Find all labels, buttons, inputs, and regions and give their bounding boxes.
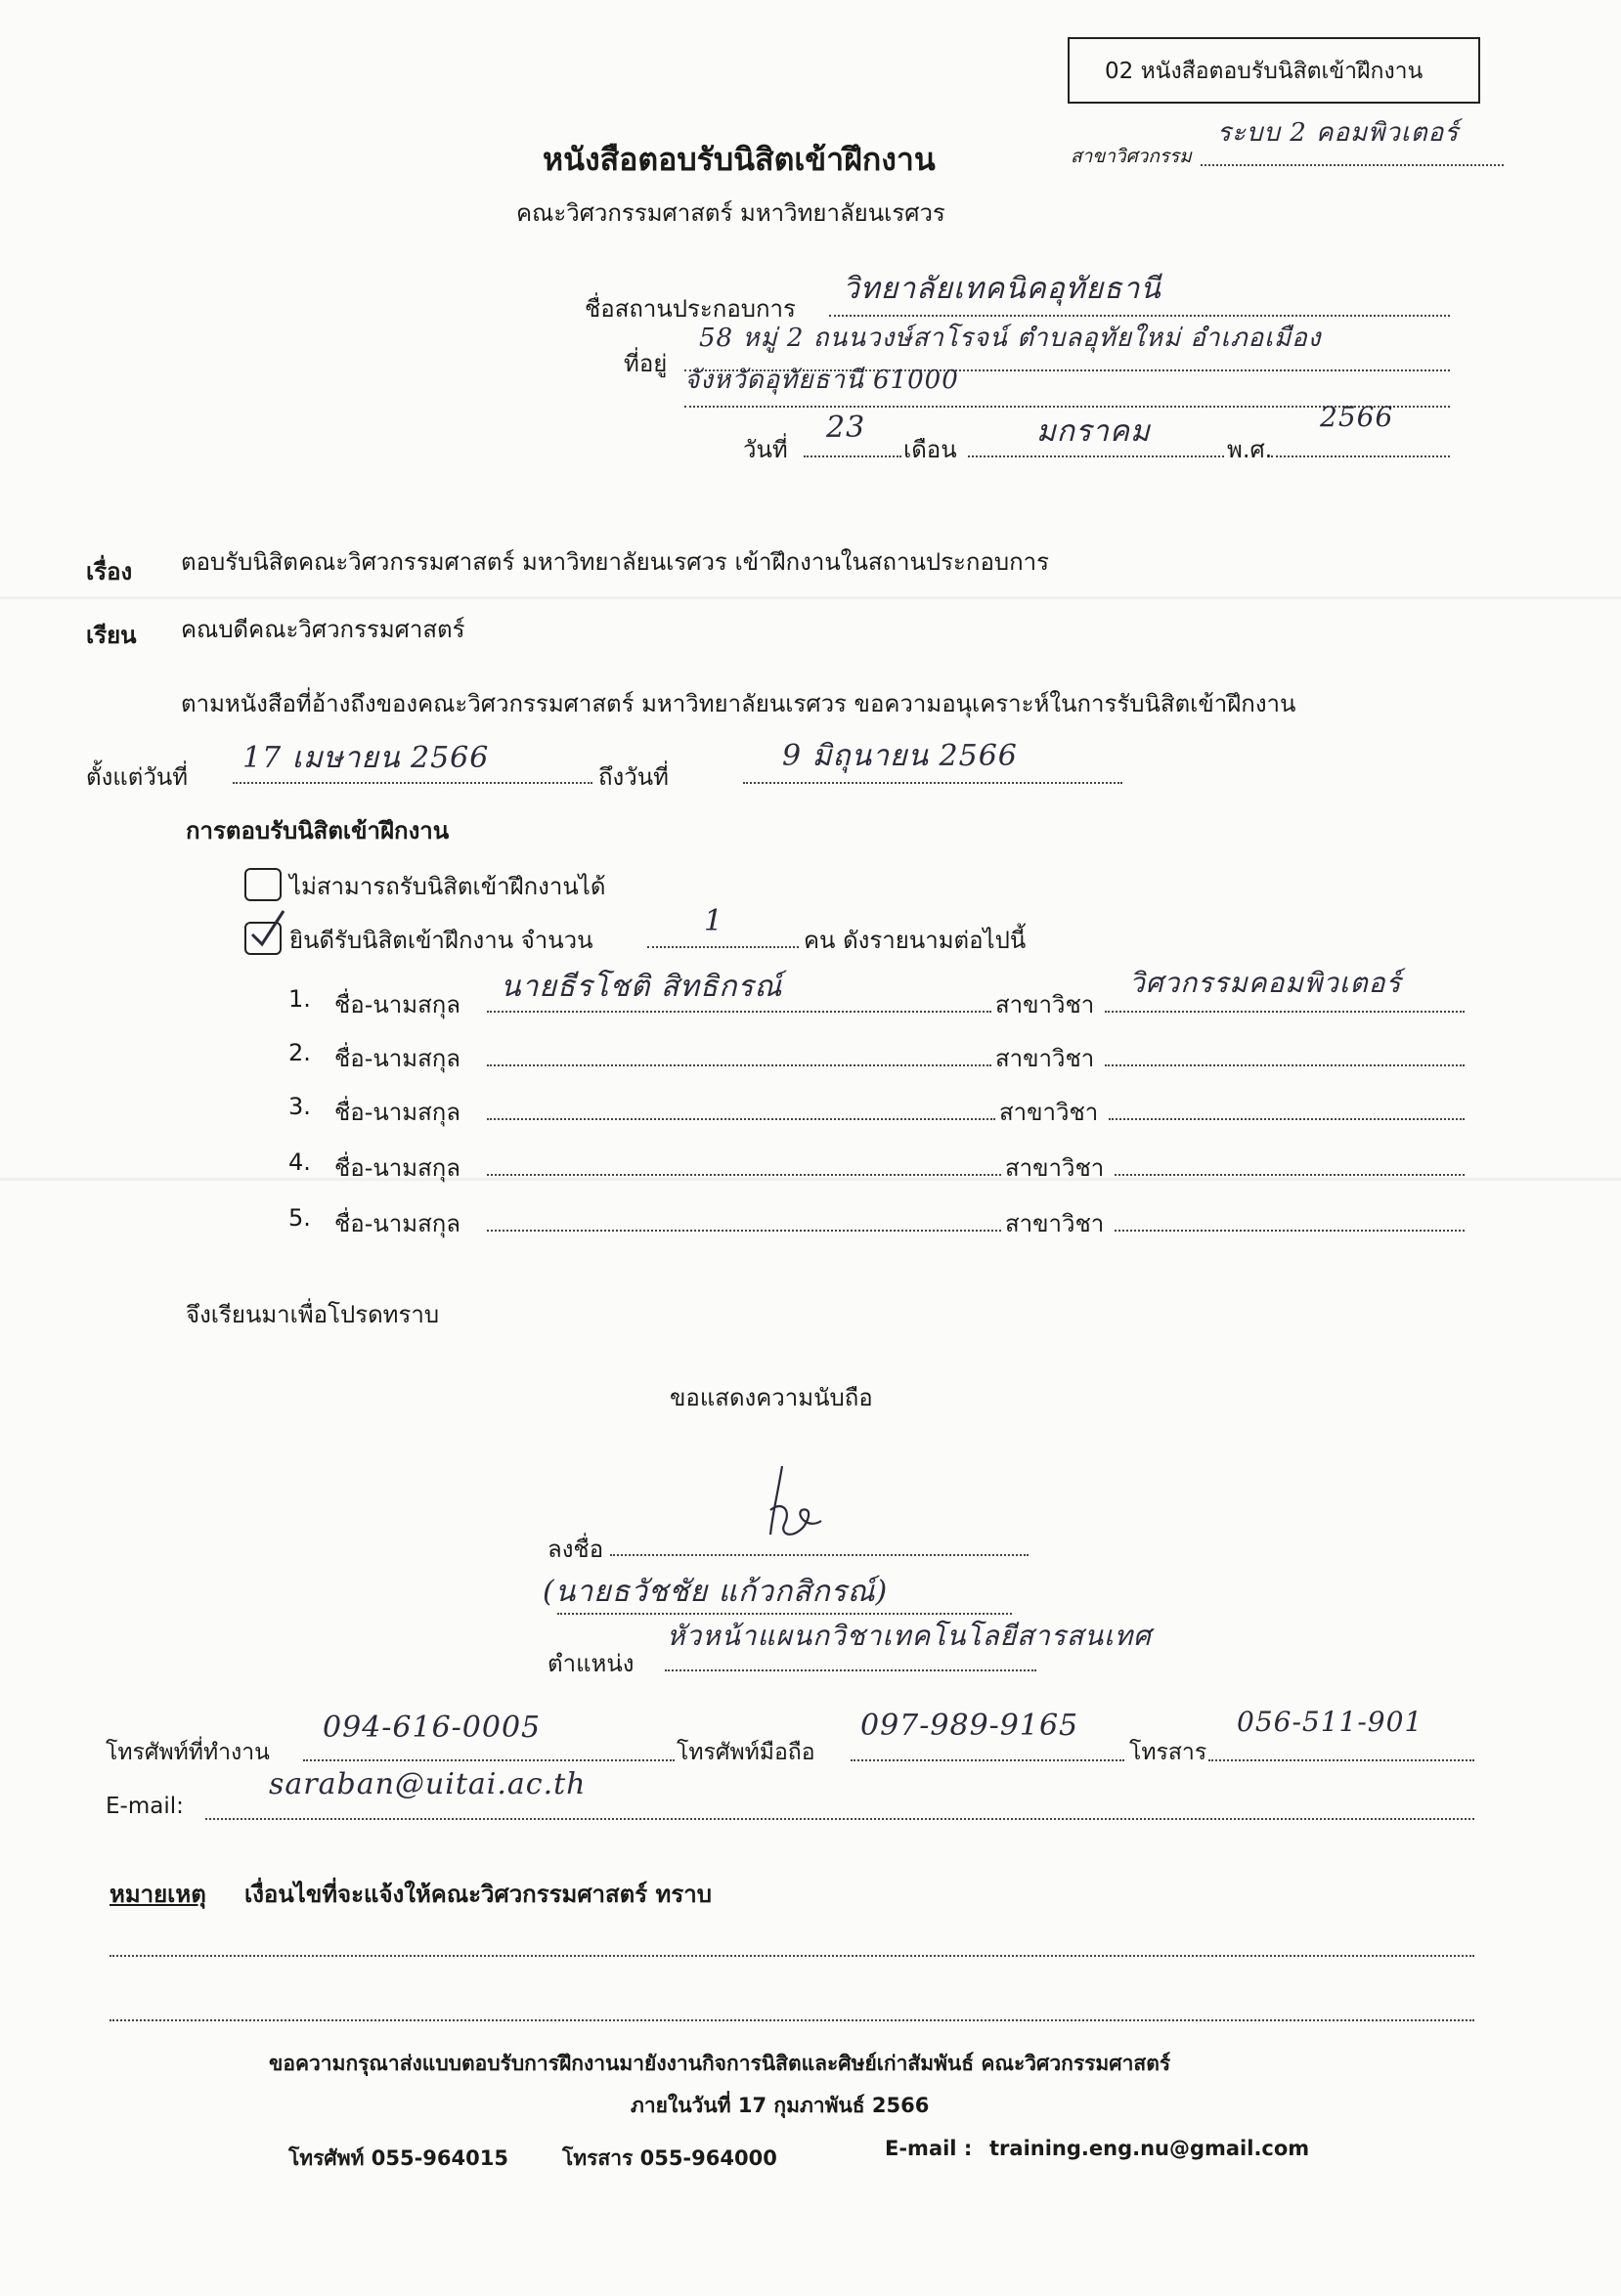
regards-text: ขอแสดงความนับถือ [670,1384,873,1411]
date-month: มกราคม [1036,414,1151,449]
student-major-label: สาขาวิชา [995,991,1095,1018]
period-from-dotted [233,782,592,784]
period-from: 17 เมษายน 2566 [242,741,490,775]
student-number: 4. [288,1148,311,1176]
accept-option-label: ยินดีรับนิสิตเข้าฝึกงาน จำนวน [289,927,593,954]
org-handwritten: วิทยาลัยเทคนิคอุทัยธานี [843,272,1161,306]
student-major-label: สาขาวิชา [999,1099,1099,1126]
paper-fold-line [0,1178,1621,1181]
student-number: 1. [288,985,311,1013]
student-major-label: สาขาวิชา [1005,1154,1105,1182]
student-name-label: ชื่อ-นามสกุล [334,991,460,1018]
to-label: เรียน [86,622,137,649]
date-year: 2566 [1320,401,1394,433]
org-dotted-line [829,315,1450,317]
major-dotted-line [1201,164,1504,166]
paper-fold-line [0,596,1621,599]
accept-suffix: คน ดังรายนามต่อไปนี้ [804,927,1027,954]
document-title: หนังสือตอบรับนิสิตเข้าฝึกงาน [543,141,936,178]
work-phone-dotted [303,1759,675,1761]
footer-phone: โทรศัพท์ 055-964015 [288,2146,508,2170]
student-number: 5. [288,1204,311,1232]
student-name-dotted [487,1174,1001,1176]
position-label: ตำแหน่ง [548,1650,635,1677]
fax-number: 056-511-901 [1237,1706,1424,1738]
mobile-dotted [851,1759,1124,1761]
email-dotted [205,1818,1474,1820]
note-dotted-line-1 [110,1955,1474,1957]
footer-line2: ภายในวันที่ 17 กุมภาพันธ์ 2566 [631,2094,930,2117]
student-major-label: สาขาวิชา [995,1045,1095,1072]
student-major-dotted [1115,1174,1465,1176]
student-name-label: ชื่อ-นามสกุล [334,1154,460,1182]
student-name-label: ชื่อ-นามสกุล [334,1045,460,1072]
mobile-phone: 097-989-9165 [860,1709,1079,1743]
student-major-label: สาขาวิชา [1005,1210,1105,1237]
signature-image [753,1456,841,1564]
body-text: ตามหนังสือที่อ้างถึงของคณะวิศวกรรมศาสตร์ มหาวิทยาลัยนเรศวร ขอความอนุเคราะห์ในการรับนิสิตเข้าฝึกงาน [181,690,1296,717]
subject-text: ตอบรับนิสิตคณะวิศวกรรมศาสตร์ มหาวิทยาลัยนเรศวร เข้าฝึกงานในสถานประกอบการ [181,548,1050,576]
check-mark-icon [244,907,289,952]
reject-option-label: ไม่สามารถรับนิสิตเข้าฝึกงานได้ [289,873,606,900]
student-major-dotted [1115,1230,1465,1232]
student-name-dotted [487,1011,991,1013]
footer-fax: โทรสาร 055-964000 [562,2146,777,2170]
closing-text: จึงเรียนมาเพื่อโปรดทราบ [186,1301,440,1328]
to-text: คณบดีคณะวิศวกรรมศาสตร์ [181,616,465,643]
form-code-label: 02 หนังสือตอบรับนิสิตเข้าฝึกงาน [1105,59,1424,84]
student-major-dotted [1105,1011,1465,1013]
fax-label: โทรสาร [1129,1740,1207,1765]
period-to: 9 มิถุนายน 2566 [782,739,1018,773]
student-name-dotted [487,1064,991,1066]
address-line1: 58 หมู่ 2 ถนนวงษ์สาโรจน์ ตำบลอุทัยใหม่ อำเภอเมือง [699,324,1322,353]
subject-label: เรื่อง [86,558,133,585]
address-label: ที่อยู่ [624,350,668,377]
footer-line1: ขอความกรุณาส่งแบบตอบรับการฝึกงานมายังงานกิจการนิสิตและศิษย์เก่าสัมพันธ์ คณะวิศวกรรมศาสตร์ [269,2052,1171,2075]
student-name-dotted [487,1230,1001,1232]
date-month-dotted [968,455,1224,457]
note-label: หมายเหตุ [110,1881,206,1908]
note-dotted-line-2 [110,2019,1474,2021]
response-heading: การตอบรับนิสิตเข้าฝึกงาน [186,817,450,845]
period-to-label: ถึงวันที่ [598,763,669,791]
mobile-label: โทรศัพท์มือถือ [677,1740,815,1765]
student-major-handwritten: วิศวกรรมคอมพิวเตอร์ [1129,967,1402,999]
accept-count-dotted [647,946,799,948]
student-major-dotted [1105,1064,1465,1066]
student-number: 2. [288,1039,311,1066]
email-handwritten: saraban@uitai.ac.th [269,1767,587,1801]
sign-label: ลงชื่อ [548,1536,604,1563]
date-day-dotted [804,455,901,457]
note-text: เงื่อนไขที่จะแจ้งให้คณะวิศวกรรมศาสตร์ ทราบ [244,1881,712,1908]
address-line2: จังหวัดอุทัยธานี 61000 [684,366,959,395]
date-day-label: วันที่ [743,436,788,463]
date-day: 23 [826,411,866,445]
reject-checkbox[interactable] [244,868,282,901]
student-major-dotted [1109,1118,1465,1120]
period-from-label: ตั้งแต่วันที่ [86,763,189,791]
student-name-label: ชื่อ-นามสกุล [334,1099,460,1126]
sign-dotted [610,1554,1029,1556]
position-handwritten: หัวหน้าแผนกวิชาเทคโนโลยีสารสนเทศ [667,1620,1152,1652]
fax-dotted [1208,1759,1474,1761]
student-number: 3. [288,1093,311,1120]
email-label: E-mail: [106,1794,184,1819]
footer-email: training.eng.nu@gmail.com [989,2137,1310,2160]
period-to-dotted [743,782,1122,784]
accept-count: 1 [704,904,724,938]
org-label: ชื่อสถานประกอบการ [585,295,796,323]
student-name-label: ชื่อ-นามสกุล [334,1210,460,1237]
signatory-name: (นายธวัชชัย แก้วกสิกรณ์) [543,1575,889,1609]
faculty-line: คณะวิศวกรรมศาสตร์ มหาวิทยาลัยนเรศวร [516,199,945,227]
position-dotted [665,1669,1036,1671]
major-handwritten: ระบบ 2 คอมพิวเตอร์ [1217,118,1460,148]
date-year-label: พ.ศ. [1227,436,1273,463]
work-phone: 094-616-0005 [323,1711,542,1745]
work-phone-label: โทรศัพท์ที่ทำงาน [106,1740,270,1765]
student-name-dotted [487,1118,995,1120]
major-label: สาขาวิศวกรรม [1071,146,1192,167]
date-year-dotted [1271,455,1450,457]
student-name-handwritten: นายธีรโชติ สิทธิกรณ์ [501,970,783,1004]
date-month-label: เดือน [903,436,957,463]
footer-email-label: E-mail : [885,2137,973,2160]
